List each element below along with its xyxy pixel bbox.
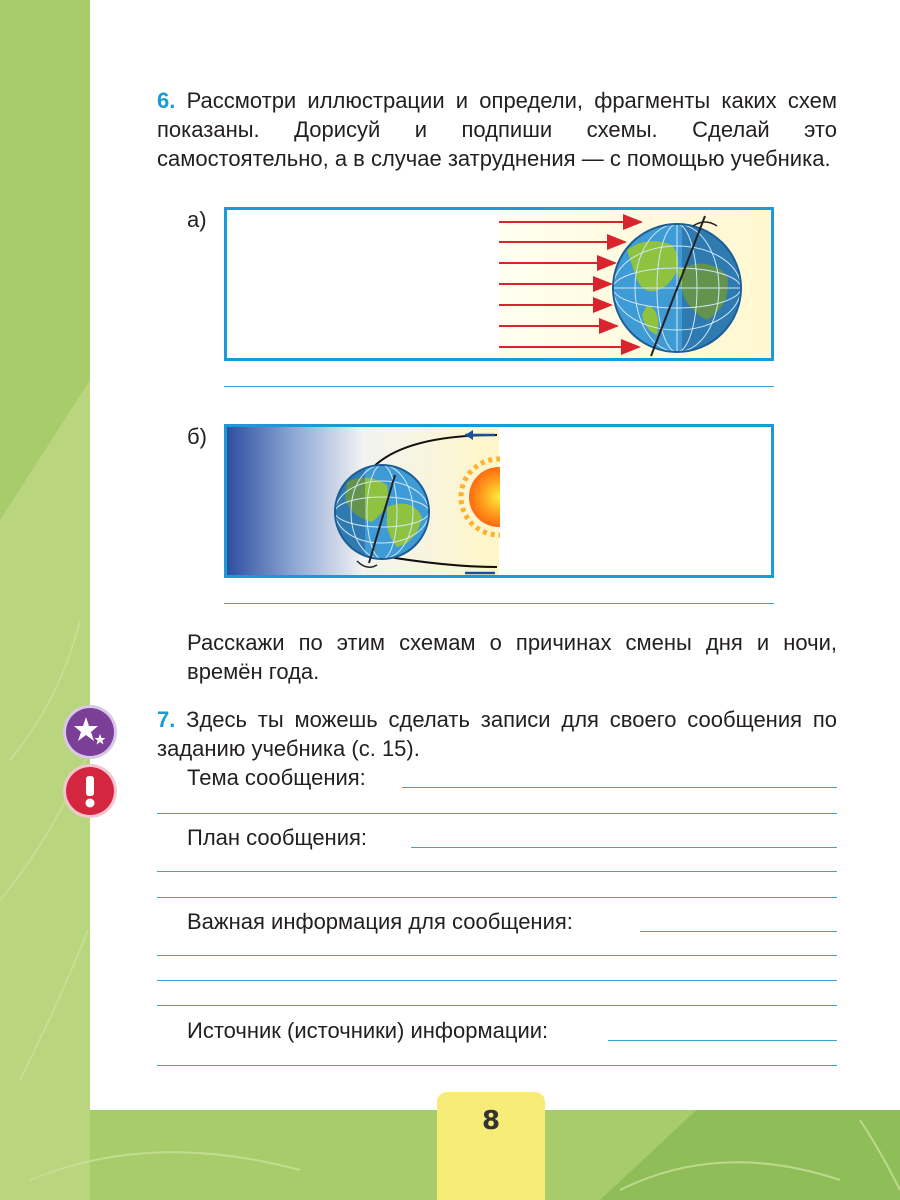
task-6-instruction: Рассмотри иллюстрации и определи, фрагменты каких схем показаны. Дорисуй и подпиши схемы. Сделай это самостоятельно, а в случае затруднения — с помощью учебника. — [157, 88, 837, 171]
info-line-2[interactable] — [157, 955, 837, 956]
page-number: 8 — [437, 1092, 545, 1200]
label-a: а) — [187, 207, 207, 232]
topic-line-2[interactable] — [157, 813, 837, 814]
topic-line[interactable] — [402, 787, 837, 788]
diagram-b-earth-orbit — [224, 424, 774, 578]
label-b: б) — [187, 424, 207, 449]
topic-label: Тема сообщения: — [187, 765, 366, 790]
task-6-text — [157, 86, 837, 173]
info-line[interactable] — [640, 931, 837, 932]
answer-line-b[interactable] — [224, 603, 774, 604]
sunlight-rays-globe-illustration — [227, 210, 771, 358]
source-line-2[interactable] — [157, 1065, 837, 1066]
task-7-instruction: Здесь ты можешь сделать записи для своего сообщения по заданию учебника (с. 15). — [157, 707, 837, 761]
task-7-number: 7. — [157, 707, 176, 732]
task-6-followup: Расскажи по этим схемам о причинах смены дня и ночи, времён года. — [187, 630, 837, 684]
plan-line[interactable] — [411, 847, 837, 848]
source-line[interactable] — [608, 1040, 837, 1041]
stars-icon — [66, 708, 114, 756]
exclamation-icon — [66, 767, 114, 815]
earth-orbit-sun-illustration — [227, 427, 771, 575]
source-label: Источник (источники) информации: — [187, 1018, 549, 1043]
info-line-3[interactable] — [157, 980, 837, 981]
task-6-number: 6. — [157, 88, 176, 113]
plan-line-3[interactable] — [157, 897, 837, 898]
diagram-a-sunlight-earth — [224, 207, 774, 361]
plan-label: План сообщения: — [187, 825, 368, 850]
plan-line-2[interactable] — [157, 871, 837, 872]
info-line-4[interactable] — [157, 1005, 837, 1006]
task-7-text — [157, 705, 837, 763]
answer-line-a[interactable] — [224, 386, 774, 387]
info-label: Важная информация для сообщения: — [187, 909, 573, 934]
